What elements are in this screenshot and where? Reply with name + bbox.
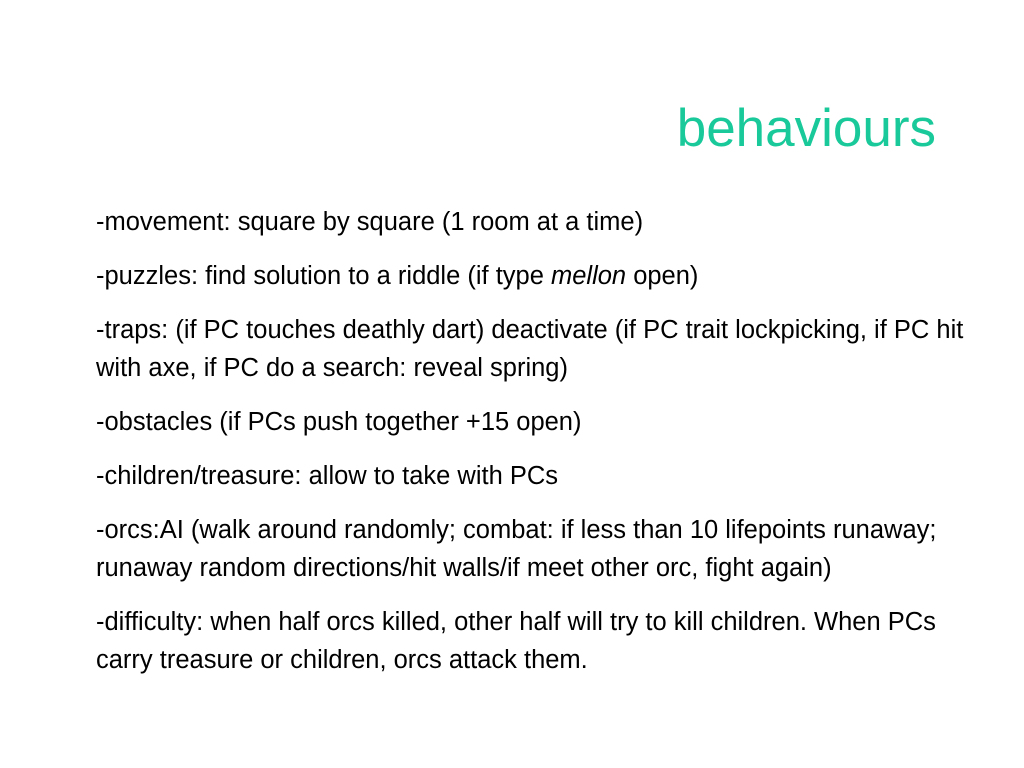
slide-title: behaviours (676, 99, 936, 158)
bullet-puzzles-italic-word: mellon (550, 262, 627, 290)
bullet-list (96, 203, 996, 695)
bullet-obstacles: -obstacles (if PCs push together +15 open) (96, 408, 582, 436)
bullet-traps: -traps: (if PC touches deathly dart) deactivate (if PC trait lockpicking, if PC hit with axe, if PC do a search: reveal spring) (96, 316, 964, 382)
bullet-puzzles-text-end: open) (626, 262, 699, 290)
bullet-puzzles-text: -puzzles: find solution to a riddle (if type (96, 262, 551, 290)
bullet-difficulty: -difficulty: when half orcs killed, other half will try to kill children. When PCs carry treasure or children, orcs attack them. (96, 608, 936, 674)
bullet-movement: -movement: square by square (1 room at a time) (96, 208, 644, 236)
bullet-children-treasure: -children/treasure: allow to take with PCs (96, 462, 559, 490)
bullet-puzzles (96, 257, 996, 295)
bullet-orcs-ai: -orcs:AI (walk around randomly; combat: if less than 10 lifepoints runaway; runaway random directions/hit walls/if meet other orc, fight again) (96, 516, 937, 582)
